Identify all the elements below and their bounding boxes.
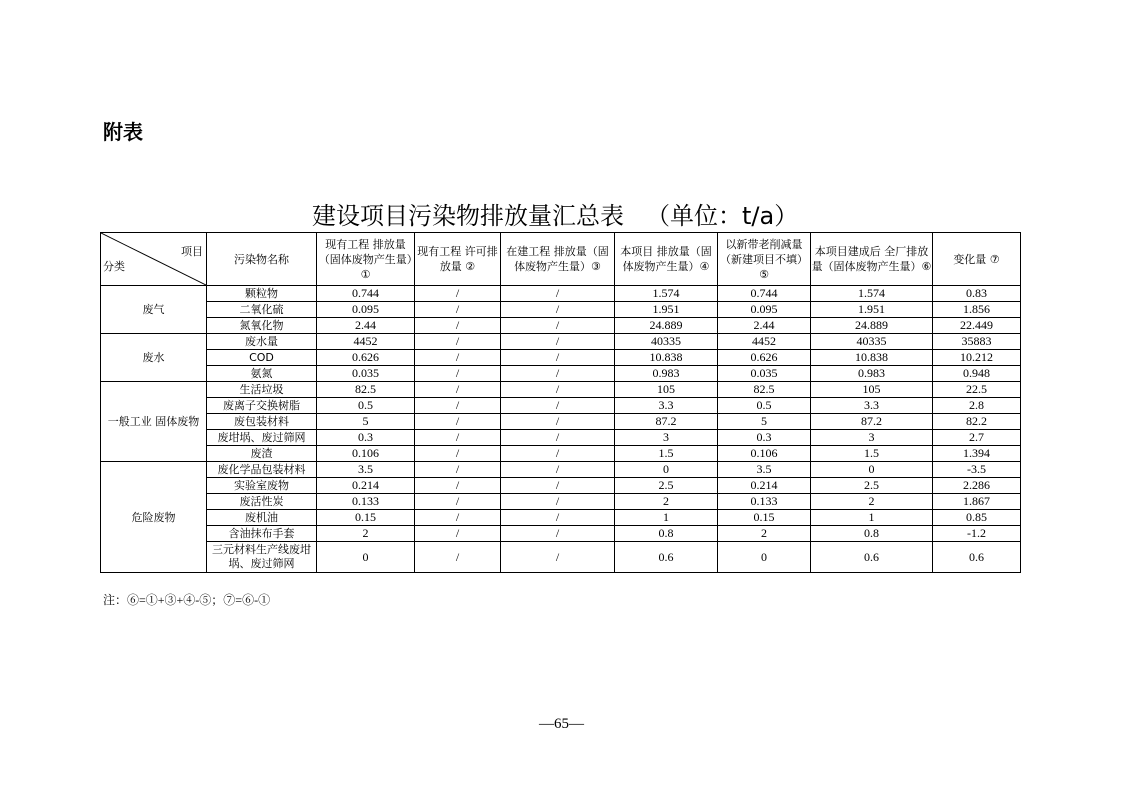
pollutant-name-cell: 氨氮 xyxy=(207,366,317,382)
value-cell-v7: 0.85 xyxy=(933,510,1021,526)
value-cell-v1: 82.5 xyxy=(317,382,415,398)
header-row xyxy=(101,233,1021,286)
appendix-label: 附表 xyxy=(103,120,143,144)
value-cell-v1: 0.035 xyxy=(317,366,415,382)
value-cell-v5: 0.744 xyxy=(718,286,811,302)
value-cell-v4: 1 xyxy=(615,510,718,526)
value-cell-v6: 1.951 xyxy=(811,302,933,318)
value-cell-v7: 35883 xyxy=(933,334,1021,350)
value-cell-v3: / xyxy=(501,318,615,334)
value-cell-v5: 0 xyxy=(718,542,811,573)
diagonal-line xyxy=(101,233,206,285)
value-cell-v2: / xyxy=(415,478,501,494)
pollutant-name-cell: 生活垃圾 xyxy=(207,382,317,398)
value-cell-v5: 0.035 xyxy=(718,366,811,382)
value-cell-v4: 3.3 xyxy=(615,398,718,414)
value-cell-v2: / xyxy=(415,430,501,446)
pollutant-name-cell: 含油抹布手套 xyxy=(207,526,317,542)
value-cell-v5: 2 xyxy=(718,526,811,542)
value-cell-v1: 0.744 xyxy=(317,286,415,302)
value-cell-v4: 2.5 xyxy=(615,478,718,494)
value-cell-v7: 0.83 xyxy=(933,286,1021,302)
value-cell-v7: 2.7 xyxy=(933,430,1021,446)
value-cell-v6: 1.574 xyxy=(811,286,933,302)
column-header: 现有工程 许可排放量 ② xyxy=(415,233,501,286)
value-cell-v1: 3.5 xyxy=(317,462,415,478)
table-row xyxy=(101,494,1021,510)
value-cell-v4: 0 xyxy=(615,462,718,478)
value-cell-v7: 1.394 xyxy=(933,446,1021,462)
value-cell-v6: 0.8 xyxy=(811,526,933,542)
category-cell: 危险废物 xyxy=(101,462,207,573)
value-cell-v7: 22.449 xyxy=(933,318,1021,334)
value-cell-v3: / xyxy=(501,350,615,366)
table-title-text: 建设项目污染物排放量汇总表 xyxy=(312,202,624,230)
table-row xyxy=(101,478,1021,494)
value-cell-v1: 2 xyxy=(317,526,415,542)
value-cell-v2: / xyxy=(415,398,501,414)
value-cell-v3: / xyxy=(501,286,615,302)
column-header: 变化量 ⑦ xyxy=(933,233,1021,286)
value-cell-v6: 1.5 xyxy=(811,446,933,462)
value-cell-v5: 0.626 xyxy=(718,350,811,366)
value-cell-v3: / xyxy=(501,542,615,573)
formula-note: 注：⑥=①+③+④-⑤；⑦=⑥-① xyxy=(103,593,271,607)
value-cell-v6: 3.3 xyxy=(811,398,933,414)
value-cell-v5: 0.3 xyxy=(718,430,811,446)
value-cell-v3: / xyxy=(501,334,615,350)
value-cell-v6: 2.5 xyxy=(811,478,933,494)
value-cell-v2: / xyxy=(415,510,501,526)
value-cell-v5: 0.133 xyxy=(718,494,811,510)
table-row xyxy=(101,334,1021,350)
value-cell-v3: / xyxy=(501,494,615,510)
value-cell-v3: / xyxy=(501,414,615,430)
value-cell-v4: 0.8 xyxy=(615,526,718,542)
emission-summary-table xyxy=(100,232,1021,573)
value-cell-v4: 1.5 xyxy=(615,446,718,462)
value-cell-v6: 0.983 xyxy=(811,366,933,382)
column-header: 污染物名称 xyxy=(207,233,317,286)
value-cell-v2: / xyxy=(415,318,501,334)
value-cell-v5: 0.095 xyxy=(718,302,811,318)
column-header: 在建工程 排放量（固体废物产生量）③ xyxy=(501,233,615,286)
value-cell-v1: 0.15 xyxy=(317,510,415,526)
value-cell-v3: / xyxy=(501,526,615,542)
value-cell-v1: 0.095 xyxy=(317,302,415,318)
table-title xyxy=(312,196,798,231)
value-cell-v3: / xyxy=(501,302,615,318)
pollutant-name-cell: 废离子交换树脂 xyxy=(207,398,317,414)
pollutant-name-cell: 废机油 xyxy=(207,510,317,526)
value-cell-v3: / xyxy=(501,478,615,494)
value-cell-v3: / xyxy=(501,382,615,398)
value-cell-v7: -3.5 xyxy=(933,462,1021,478)
value-cell-v1: 2.44 xyxy=(317,318,415,334)
value-cell-v1: 0.3 xyxy=(317,430,415,446)
value-cell-v7: 2.8 xyxy=(933,398,1021,414)
value-cell-v5: 4452 xyxy=(718,334,811,350)
value-cell-v5: 5 xyxy=(718,414,811,430)
pollutant-name-cell: COD xyxy=(207,350,317,366)
value-cell-v2: / xyxy=(415,334,501,350)
category-cell: 废水 xyxy=(101,334,207,382)
pollutant-name-cell: 废坩埚、废过筛网 xyxy=(207,430,317,446)
value-cell-v3: / xyxy=(501,446,615,462)
value-cell-v3: / xyxy=(501,430,615,446)
value-cell-v4: 2 xyxy=(615,494,718,510)
table-row xyxy=(101,446,1021,462)
pollutant-name-cell: 废水量 xyxy=(207,334,317,350)
value-cell-v1: 0.5 xyxy=(317,398,415,414)
value-cell-v7: 2.286 xyxy=(933,478,1021,494)
value-cell-v5: 0.214 xyxy=(718,478,811,494)
value-cell-v2: / xyxy=(415,350,501,366)
pollutant-name-cell: 三元材料生产线废坩埚、废过筛网 xyxy=(207,542,317,573)
table-row xyxy=(101,286,1021,302)
pollutant-name-cell: 实验室废物 xyxy=(207,478,317,494)
value-cell-v5: 3.5 xyxy=(718,462,811,478)
value-cell-v6: 24.889 xyxy=(811,318,933,334)
value-cell-v2: / xyxy=(415,302,501,318)
value-cell-v2: / xyxy=(415,526,501,542)
value-cell-v2: / xyxy=(415,382,501,398)
value-cell-v2: / xyxy=(415,414,501,430)
value-cell-v4: 40335 xyxy=(615,334,718,350)
value-cell-v6: 40335 xyxy=(811,334,933,350)
table-row xyxy=(101,350,1021,366)
value-cell-v4: 0.6 xyxy=(615,542,718,573)
value-cell-v4: 24.889 xyxy=(615,318,718,334)
value-cell-v4: 87.2 xyxy=(615,414,718,430)
table-row xyxy=(101,526,1021,542)
value-cell-v4: 0.983 xyxy=(615,366,718,382)
table-row xyxy=(101,398,1021,414)
value-cell-v1: 0.133 xyxy=(317,494,415,510)
pollutant-name-cell: 氮氧化物 xyxy=(207,318,317,334)
pollutant-name-cell: 废包装材料 xyxy=(207,414,317,430)
value-cell-v1: 0.106 xyxy=(317,446,415,462)
value-cell-v7: 82.2 xyxy=(933,414,1021,430)
value-cell-v2: / xyxy=(415,366,501,382)
value-cell-v2: / xyxy=(415,494,501,510)
table-row xyxy=(101,542,1021,573)
value-cell-v5: 82.5 xyxy=(718,382,811,398)
value-cell-v4: 1.574 xyxy=(615,286,718,302)
value-cell-v4: 1.951 xyxy=(615,302,718,318)
value-cell-v7: 10.212 xyxy=(933,350,1021,366)
value-cell-v2: / xyxy=(415,446,501,462)
value-cell-v2: / xyxy=(415,286,501,302)
pollutant-name-cell: 废化学品包装材料 xyxy=(207,462,317,478)
value-cell-v1: 0 xyxy=(317,542,415,573)
value-cell-v3: / xyxy=(501,398,615,414)
table-row xyxy=(101,510,1021,526)
category-cell: 废气 xyxy=(101,286,207,334)
value-cell-v7: 22.5 xyxy=(933,382,1021,398)
value-cell-v1: 0.214 xyxy=(317,478,415,494)
value-cell-v7: -1.2 xyxy=(933,526,1021,542)
table-row xyxy=(101,302,1021,318)
column-header: 本项目 排放量（固体废物产生量）④ xyxy=(615,233,718,286)
value-cell-v6: 0.6 xyxy=(811,542,933,573)
table-body xyxy=(101,286,1021,573)
table-unit: （单位：t/a） xyxy=(646,202,799,230)
pollutant-name-cell: 废渣 xyxy=(207,446,317,462)
diagonal-header-cell xyxy=(101,233,207,286)
value-cell-v5: 0.5 xyxy=(718,398,811,414)
value-cell-v6: 0 xyxy=(811,462,933,478)
value-cell-v3: / xyxy=(501,510,615,526)
value-cell-v6: 2 xyxy=(811,494,933,510)
table-row xyxy=(101,462,1021,478)
pollutant-name-cell: 废活性炭 xyxy=(207,494,317,510)
value-cell-v6: 1 xyxy=(811,510,933,526)
value-cell-v1: 5 xyxy=(317,414,415,430)
value-cell-v4: 10.838 xyxy=(615,350,718,366)
pollutant-name-cell: 二氧化硫 xyxy=(207,302,317,318)
value-cell-v2: / xyxy=(415,462,501,478)
value-cell-v7: 0.6 xyxy=(933,542,1021,573)
value-cell-v5: 0.15 xyxy=(718,510,811,526)
value-cell-v7: 0.948 xyxy=(933,366,1021,382)
table-row xyxy=(101,430,1021,446)
table-row xyxy=(101,382,1021,398)
value-cell-v3: / xyxy=(501,462,615,478)
value-cell-v3: / xyxy=(501,366,615,382)
table-row xyxy=(101,366,1021,382)
pollutant-name-cell: 颗粒物 xyxy=(207,286,317,302)
value-cell-v5: 2.44 xyxy=(718,318,811,334)
page-number: —65— xyxy=(539,716,584,732)
header-item-label: 项目 xyxy=(181,245,203,258)
category-cell: 一般工业 固体废物 xyxy=(101,382,207,462)
value-cell-v6: 3 xyxy=(811,430,933,446)
column-header: 本项目建成后 全厂排放量（固体废物产生量）⑥ xyxy=(811,233,933,286)
column-header: 现有工程 排放量（固体废物产生量）① xyxy=(317,233,415,286)
value-cell-v6: 10.838 xyxy=(811,350,933,366)
value-cell-v7: 1.856 xyxy=(933,302,1021,318)
column-header: 以新带老削减量 （新建项目不填）⑤ xyxy=(718,233,811,286)
value-cell-v5: 0.106 xyxy=(718,446,811,462)
table-row xyxy=(101,414,1021,430)
value-cell-v7: 1.867 xyxy=(933,494,1021,510)
value-cell-v1: 4452 xyxy=(317,334,415,350)
value-cell-v6: 87.2 xyxy=(811,414,933,430)
header-category-label: 分类 xyxy=(103,260,125,273)
table-row xyxy=(101,318,1021,334)
value-cell-v4: 105 xyxy=(615,382,718,398)
value-cell-v1: 0.626 xyxy=(317,350,415,366)
value-cell-v2: / xyxy=(415,542,501,573)
value-cell-v4: 3 xyxy=(615,430,718,446)
value-cell-v6: 105 xyxy=(811,382,933,398)
